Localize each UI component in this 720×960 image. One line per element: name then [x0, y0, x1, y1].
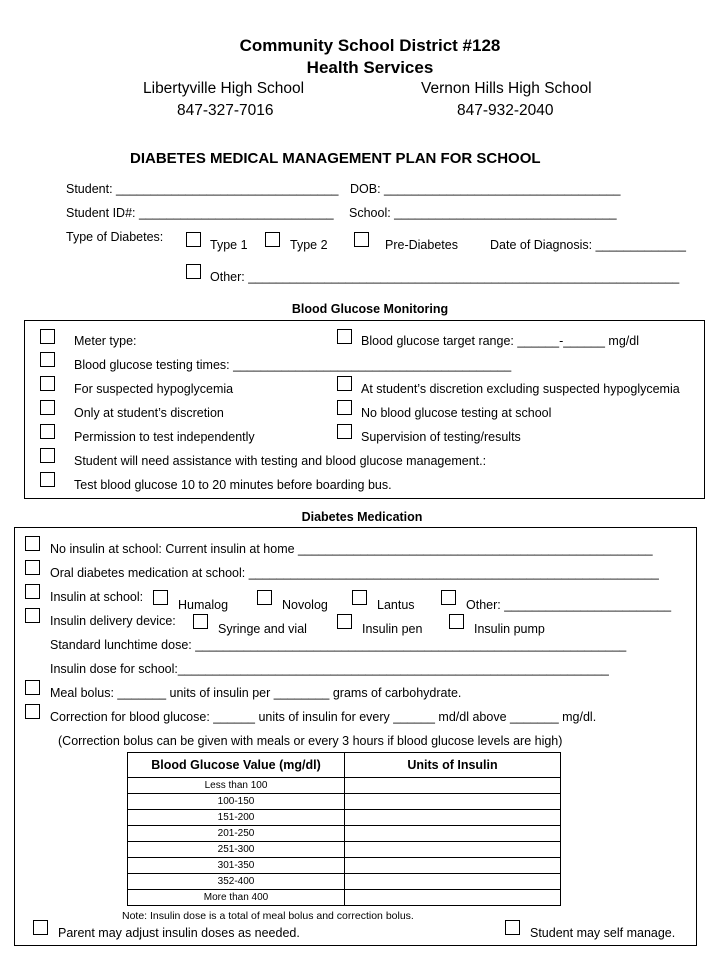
novolog-label: Novolog	[282, 598, 328, 612]
insulin-at-school-checkbox[interactable]	[25, 584, 40, 599]
correction-checkbox[interactable]	[25, 704, 40, 719]
student-id-field[interactable]: Student ID#: ____________________________	[66, 206, 334, 220]
glucose-range-cell: 301-350	[128, 858, 345, 874]
only-discretion-label: Only at student’s discretion	[74, 406, 224, 420]
assistance-checkbox[interactable]	[40, 448, 55, 463]
type2-label: Type 2	[290, 238, 328, 252]
school2-name: Vernon Hills High School	[421, 80, 592, 97]
units-cell[interactable]	[345, 858, 561, 874]
testing-times-checkbox[interactable]	[40, 352, 55, 367]
humalog-checkbox[interactable]	[153, 590, 168, 605]
insulin-dose-table	[127, 752, 561, 906]
hypo-checkbox[interactable]	[40, 376, 55, 391]
medication-heading: Diabetes Medication	[301, 510, 423, 524]
glucose-range-cell: 201-250	[128, 826, 345, 842]
school-dose-field[interactable]: Insulin dose for school:______________________________________________________________	[50, 662, 609, 676]
glucose-range-cell: Less than 100	[128, 778, 345, 794]
type1-checkbox[interactable]	[186, 232, 201, 247]
test-independently-checkbox[interactable]	[40, 424, 55, 439]
parent-adjust-checkbox[interactable]	[33, 920, 48, 935]
prediabetes-label: Pre-Diabetes	[385, 238, 458, 252]
only-discretion-checkbox[interactable]	[40, 400, 55, 415]
insulin-pen-label: Insulin pen	[362, 622, 423, 636]
type1-label: Type 1	[210, 238, 248, 252]
supervision-label: Supervision of testing/results	[361, 430, 521, 444]
other-type-checkbox[interactable]	[186, 264, 201, 279]
glucose-range-cell: 352-400	[128, 874, 345, 890]
units-cell[interactable]	[345, 890, 561, 906]
table-row	[128, 826, 561, 842]
type2-checkbox[interactable]	[265, 232, 280, 247]
school1-phone: 847-327-7016	[177, 102, 274, 119]
units-cell[interactable]	[345, 826, 561, 842]
hypo-label: For suspected hypoglycemia	[74, 382, 234, 396]
plan-title: DIABETES MEDICAL MANAGEMENT PLAN FOR SCHOOL	[130, 150, 541, 167]
assistance-label: Student will need assistance with testing and blood glucose management.:	[74, 454, 487, 468]
syringe-label: Syringe and vial	[218, 622, 307, 636]
insulin-pen-checkbox[interactable]	[337, 614, 352, 629]
no-insulin-checkbox[interactable]	[25, 536, 40, 551]
glucose-range-cell: 251-300	[128, 842, 345, 858]
lantus-checkbox[interactable]	[352, 590, 367, 605]
novolog-checkbox[interactable]	[257, 590, 272, 605]
student-field[interactable]: Student: ________________________________	[66, 182, 339, 196]
insulin-pump-label: Insulin pump	[474, 622, 545, 636]
no-testing-checkbox[interactable]	[337, 400, 352, 415]
parent-adjust-label: Parent may adjust insulin doses as needed.	[58, 926, 300, 940]
discretion-excluding-label: At student’s discretion excluding suspected hypoglycemia	[361, 382, 680, 396]
table-row	[128, 874, 561, 890]
self-manage-checkbox[interactable]	[505, 920, 520, 935]
bus-test-label: Test blood glucose 10 to 20 minutes before boarding bus.	[74, 478, 392, 492]
meal-bolus-checkbox[interactable]	[25, 680, 40, 695]
diabetes-type-label: Type of Diabetes:	[66, 230, 164, 244]
units-cell[interactable]	[345, 778, 561, 794]
glucose-range-cell: More than 400	[128, 890, 345, 906]
table-row	[128, 794, 561, 810]
lunchtime-dose-field[interactable]: Standard lunchtime dose: ______________________________________________________________	[50, 638, 627, 652]
table-row	[128, 890, 561, 906]
self-manage-label: Student may self manage.	[530, 926, 676, 940]
meal-bolus-field[interactable]: Meal bolus: _______ units of insulin per ________ grams of carbohydrate.	[50, 686, 462, 700]
table-row	[128, 858, 561, 874]
no-insulin-field[interactable]: No insulin at school: Current insulin at home ___________________________________________________	[50, 542, 653, 556]
correction-field[interactable]: Correction for blood glucose: ______ units of insulin for every ______ md/dl above _______ mg/dl.	[50, 710, 597, 724]
glucose-range-cell: 100-150	[128, 794, 345, 810]
dob-field[interactable]: DOB: __________________________________	[350, 182, 621, 196]
units-cell[interactable]	[345, 794, 561, 810]
school2-phone: 847-932-2040	[457, 102, 554, 119]
delivery-device-checkbox[interactable]	[25, 608, 40, 623]
lantus-label: Lantus	[377, 598, 415, 612]
insulin-pump-checkbox[interactable]	[449, 614, 464, 629]
district-title: Community School District #128	[239, 36, 501, 55]
other-insulin-field[interactable]: Other: ________________________	[466, 598, 672, 612]
department-title: Health Services	[306, 58, 434, 77]
bus-test-checkbox[interactable]	[40, 472, 55, 487]
school-field[interactable]: School: ________________________________	[349, 206, 617, 220]
other-insulin-checkbox[interactable]	[441, 590, 456, 605]
table-row	[128, 842, 561, 858]
humalog-label: Humalog	[178, 598, 229, 612]
insulin-at-school-label: Insulin at school:	[50, 590, 144, 604]
meter-checkbox[interactable]	[40, 329, 55, 344]
glucose-range-cell: 151-200	[128, 810, 345, 826]
units-cell[interactable]	[345, 874, 561, 890]
meter-type-label: Meter type:	[74, 334, 137, 348]
correction-note: (Correction bolus can be given with meals or every 3 hours if blood glucose levels are high)	[58, 734, 563, 748]
table-header-units: Units of Insulin	[345, 753, 561, 778]
prediabetes-checkbox[interactable]	[354, 232, 369, 247]
test-independently-label: Permission to test independently	[74, 430, 255, 444]
table-row	[128, 810, 561, 826]
units-cell[interactable]	[345, 842, 561, 858]
diagnosis-date-field[interactable]: Date of Diagnosis: _____________	[490, 238, 686, 252]
table-header-glucose: Blood Glucose Value (mg/dl)	[128, 753, 345, 778]
testing-times-field[interactable]: Blood glucose testing times: ________________________________________	[74, 358, 512, 372]
syringe-checkbox[interactable]	[193, 614, 208, 629]
school1-name: Libertyville High School	[143, 80, 305, 97]
oral-medication-field[interactable]: Oral diabetes medication at school: ___________________________________________________________	[50, 566, 659, 580]
table-row	[128, 778, 561, 794]
discretion-excluding-checkbox[interactable]	[337, 376, 352, 391]
target-range-field[interactable]: Blood glucose target range: ______-______ mg/dl	[361, 334, 639, 348]
no-testing-label: No blood glucose testing at school	[361, 406, 552, 420]
other-type-field[interactable]: Other: ______________________________________________________________	[210, 270, 680, 284]
oral-medication-checkbox[interactable]	[25, 560, 40, 575]
supervision-checkbox[interactable]	[337, 424, 352, 439]
insulin-dose-note: Note: Insulin dose is a total of meal bolus and correction bolus.	[122, 910, 414, 922]
units-cell[interactable]	[345, 810, 561, 826]
target-checkbox[interactable]	[337, 329, 352, 344]
delivery-device-label: Insulin delivery device:	[50, 614, 176, 628]
bgm-heading: Blood Glucose Monitoring	[291, 302, 449, 316]
